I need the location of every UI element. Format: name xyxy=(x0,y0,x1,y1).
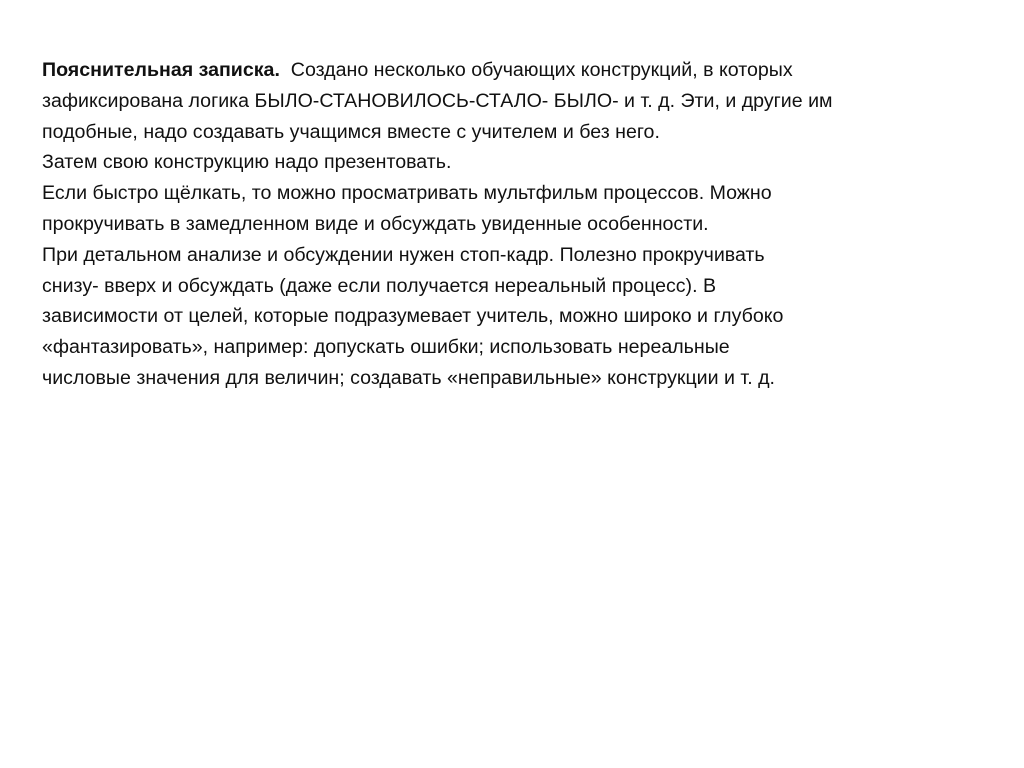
explanatory-note xyxy=(42,55,1002,394)
note-line: Создано несколько обучающих конструкций, в которых xyxy=(290,59,793,81)
note-line: Затем свою конструкцию надо презентовать. xyxy=(42,151,452,174)
note-line: При детальном анализе и обсуждении нужен стоп-кадр. Полезно прокручивать xyxy=(42,243,765,266)
note-paragraph-4 xyxy=(42,240,1002,394)
note-line: подобные, надо создавать учащимся вместе с учителем и без него. xyxy=(42,120,660,143)
note-line: зависимости от целей, которые подразумевает учитель, можно широко и глубоко xyxy=(42,305,784,328)
note-line: «фантазировать», например: допускать ошибки; использовать нереальные xyxy=(42,336,730,359)
note-line: Если быстро щёлкать, то можно просматривать мультфильм процессов. Можно xyxy=(42,182,772,205)
note-line: числовые значения для величин; создавать «неправильные» конструкции и т. д. xyxy=(42,366,775,389)
note-line: зафиксирована логика БЫЛО-СТАНОВИЛОСЬ-СТАЛО- БЫЛО- и т. д. Эти, и другие им xyxy=(42,89,833,112)
note-paragraph-2 xyxy=(42,147,1002,178)
note-paragraph-1 xyxy=(42,55,1002,147)
note-line: прокручивать в замедленном виде и обсуждать увиденные особенности. xyxy=(42,212,709,235)
note-line: снизу- вверх и обсуждать (даже если получается нереальный процесс). В xyxy=(42,274,717,297)
note-heading: Пояснительная записка. xyxy=(42,59,280,81)
note-paragraph-3 xyxy=(42,178,1002,240)
